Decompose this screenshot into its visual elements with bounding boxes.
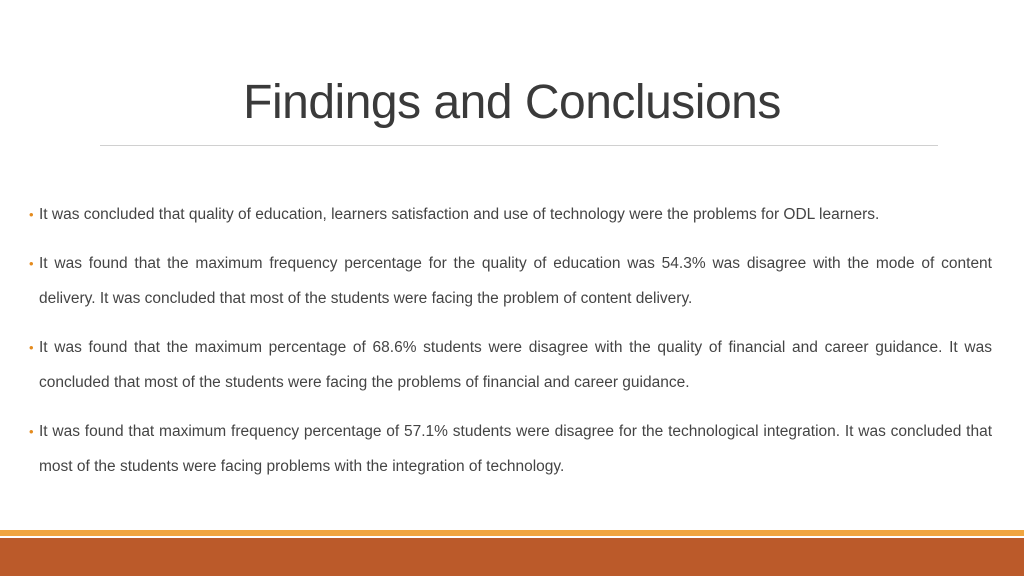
bullet-text: It was concluded that quality of education, learners satisfaction and use of technology were the problems for ODL learners.: [39, 206, 880, 223]
bullet-item: [29, 414, 992, 484]
bullet-text: It was found that the maximum frequency percentage for the quality of education was 54.3% was disagree with the mode of content delivery. It was concluded that most of the students were facing the problem of content delivery.: [39, 255, 992, 307]
bullet-icon: •: [29, 256, 34, 271]
bullet-icon: •: [29, 424, 34, 439]
bullet-text: It was found that the maximum percentage of 68.6% students were disagree with the quality of financial and career guidance. It was concluded that most of the students were facing the problems of financial and career guidance.: [39, 339, 992, 391]
bullet-item: [29, 197, 992, 232]
footer-accent-stripe: [0, 530, 1024, 536]
bullet-item: [29, 246, 992, 316]
bullet-icon: •: [29, 340, 34, 355]
footer-band: [0, 538, 1024, 576]
bullet-list: [29, 197, 992, 498]
bullet-icon: •: [29, 207, 34, 222]
slide-title: Findings and Conclusions: [243, 76, 781, 129]
title-divider: [100, 145, 938, 146]
bullet-item: [29, 330, 992, 400]
bullet-text: It was found that maximum frequency percentage of 57.1% students were disagree for the technological integration. It was concluded that most of the students were facing problems with the integration of technology.: [39, 423, 992, 475]
